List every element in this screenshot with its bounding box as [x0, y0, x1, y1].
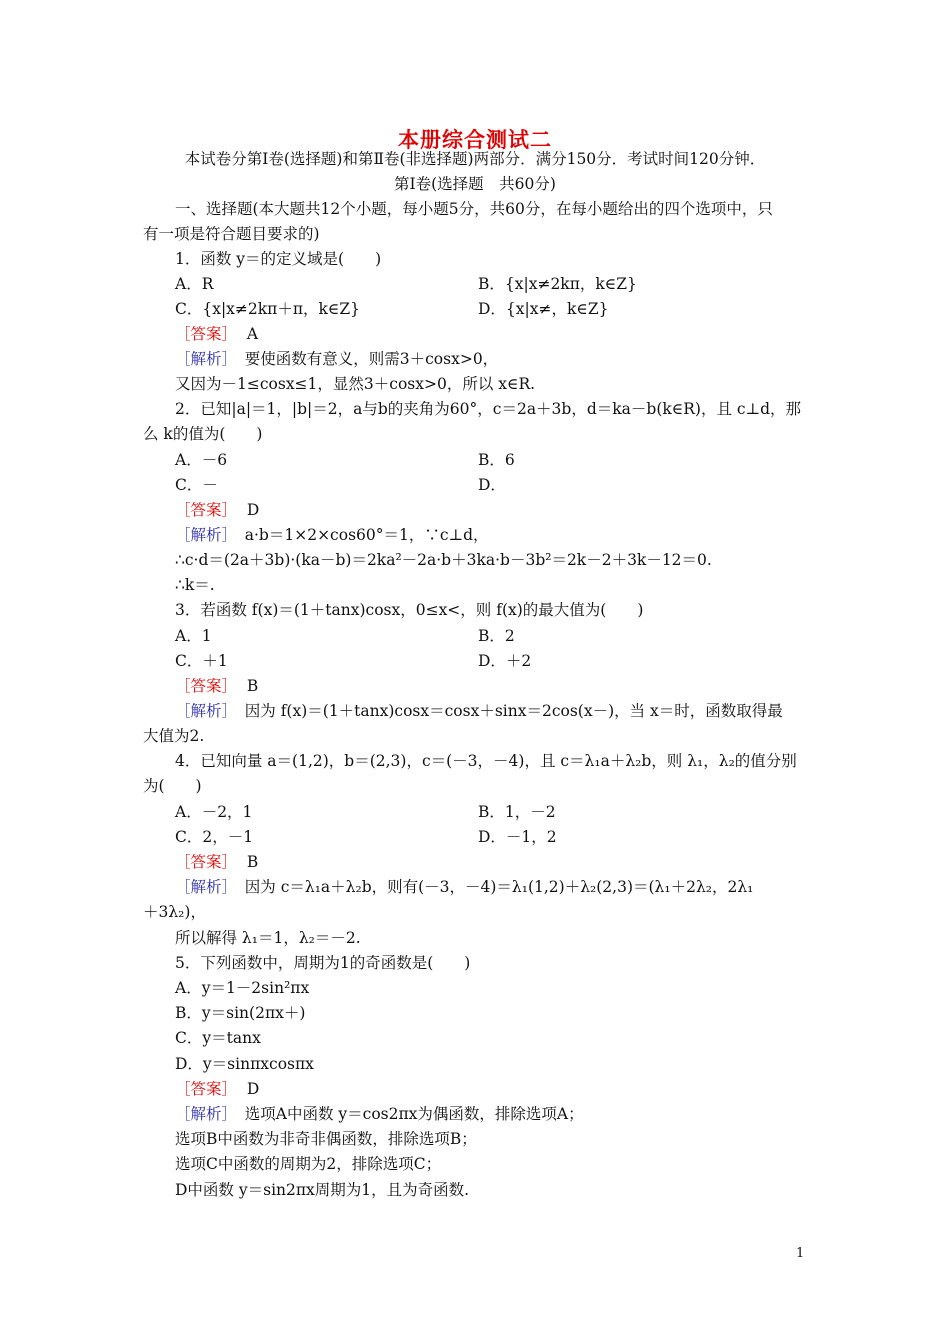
page-number: 1 — [796, 1246, 805, 1261]
q5-stem: 5．下列函数中，周期为1的奇函数是( ) — [175, 954, 471, 972]
section-instructions-cont: 有一项是符合题目要求的) — [143, 225, 320, 243]
q4-option-c: C．2，－1 — [175, 828, 254, 846]
part1-heading: 第Ⅰ卷(选择题 共60分) — [394, 175, 556, 193]
q3-option-b: B．2 — [478, 627, 515, 645]
answer-label: ［答案］ — [175, 677, 238, 695]
q5-analysis-line3: 选项C中函数的周期为2，排除选项C； — [175, 1155, 442, 1173]
q2-option-d: D． — [478, 476, 506, 494]
q3-option-d: D．＋2 — [478, 652, 532, 670]
q5-analysis-line2: 选项B中函数为非奇非偶函数，排除选项B； — [175, 1130, 477, 1148]
analysis-label: ［解析］ — [175, 526, 230, 544]
q1-option-c: C．{x|x≠2kπ＋π，k∈Z} — [175, 300, 361, 318]
q1-answer — [175, 324, 258, 344]
q5-option-a: A．y＝1－2sin²πx — [175, 979, 310, 997]
q3-analysis-line2: 大值为2. — [143, 727, 205, 745]
q4-analysis-text: 因为 c＝λ₁a＋λ₂b，则有(－3，－4)＝λ₁(1,2)＋λ₂(2,3)＝(λ₁＋2λ₂，2λ₁ — [229, 878, 754, 896]
q1-analysis — [175, 349, 498, 369]
q1-stem: 1．函数 y＝的定义域是( ) — [175, 250, 382, 268]
q2-analysis-line3: ∴k＝. — [175, 576, 215, 594]
q3-stem: 3．若函数 f(x)＝(1＋tanx)cosx，0≤x<，则 f(x)的最大值为( ) — [175, 601, 644, 619]
q3-option-c: C．＋1 — [175, 652, 228, 670]
q1-option-a: A．R — [175, 275, 214, 293]
answer-label: ［答案］ — [175, 325, 238, 343]
q3-analysis-text: 因为 f(x)＝(1＋tanx)cosx＝cosx＋sinx＝2cos(x－)，当 x＝时，函数取得最 — [229, 702, 783, 720]
answer-label: ［答案］ — [175, 1080, 238, 1098]
q5-analysis-text: 选项A中函数 y＝cos2πx为偶函数，排除选项A； — [229, 1105, 584, 1123]
q1-analysis-line2: 又因为－1≤cosx≤1，显然3＋cosx>0，所以 x∈R. — [175, 375, 536, 393]
q4-analysis-line3: 所以解得 λ₁＝1，λ₂＝－2. — [175, 929, 361, 947]
q1-analysis-text: 要使函数有意义，则需3＋cosx>0， — [229, 350, 499, 368]
q4-stem-cont: 为( ) — [143, 777, 202, 795]
q5-analysis — [175, 1104, 584, 1124]
q1-option-d: D．{x|x≠，k∈Z} — [478, 300, 609, 318]
q4-answer — [175, 852, 258, 872]
q2-analysis-line2: ∴c·d＝(2a＋3b)·(ka－b)＝2ka²－2a·b＋3ka·b－3b²＝2k－2＋3k－12＝0. — [175, 551, 712, 569]
page-title: 本册综合测试二 — [398, 127, 552, 152]
q5-analysis-line4: D中函数 y＝sin2πx周期为1，且为奇函数. — [175, 1181, 470, 1199]
q3-option-a: A．1 — [175, 627, 212, 645]
q3-answer-value: B — [246, 677, 259, 695]
q5-answer-value: D — [246, 1080, 260, 1098]
q4-analysis-line2: ＋3λ₂)， — [143, 903, 206, 921]
q3-analysis — [175, 701, 783, 721]
section-instructions: 一、选择题(本大题共12个小题，每小题5分，共60分，在每小题给出的四个选项中，只 — [175, 200, 773, 218]
q2-option-a: A．－6 — [175, 451, 228, 469]
q4-option-a: A．－2，1 — [175, 803, 253, 821]
q2-analysis — [175, 525, 489, 545]
analysis-label: ［解析］ — [175, 702, 230, 720]
q2-answer-value: D — [246, 501, 260, 519]
q5-answer — [175, 1079, 259, 1099]
analysis-label: ［解析］ — [175, 350, 230, 368]
q5-option-b: B．y＝sin(2πx＋) — [175, 1004, 306, 1022]
q4-option-b: B．1，－2 — [478, 803, 556, 821]
analysis-label: ［解析］ — [175, 878, 230, 896]
q2-answer — [175, 500, 259, 520]
q2-option-b: B．6 — [478, 451, 515, 469]
q2-option-c: C．－ — [175, 476, 218, 494]
q4-answer-value: B — [246, 853, 259, 871]
q2-stem: 2．已知|a|＝1，|b|＝2，a与b的夹角为60°，c＝2a＋3b，d＝ka－b(k∈R)，且 c⊥d，那 — [175, 400, 802, 418]
q1-answer-value: A — [246, 325, 259, 343]
q5-option-d: D．y＝sinπxcosπx — [175, 1055, 314, 1073]
q4-stem: 4．已知向量 a＝(1,2)，b＝(2,3)，c＝(－3，－4)，且 c＝λ₁a＋λ₂b，则 λ₁，λ₂的值分别 — [175, 752, 797, 770]
q2-analysis-text: a·b＝1×2×cos60°＝1，∵c⊥d， — [229, 526, 489, 544]
q5-option-c: C．y＝tanx — [175, 1029, 261, 1047]
answer-label: ［答案］ — [175, 853, 238, 871]
analysis-label: ［解析］ — [175, 1105, 230, 1123]
q1-option-b: B．{x|x≠2kπ，k∈Z} — [478, 275, 637, 293]
q2-stem-cont: 么 k的值为( ) — [143, 425, 263, 443]
q4-analysis — [175, 877, 753, 897]
q3-answer — [175, 676, 258, 696]
exam-intro: 本试卷分第Ⅰ卷(选择题)和第Ⅱ卷(非选择题)两部分．满分150分．考试时间120分钟． — [184, 150, 766, 168]
q4-option-d: D．－1，2 — [478, 828, 557, 846]
answer-label: ［答案］ — [175, 501, 238, 519]
